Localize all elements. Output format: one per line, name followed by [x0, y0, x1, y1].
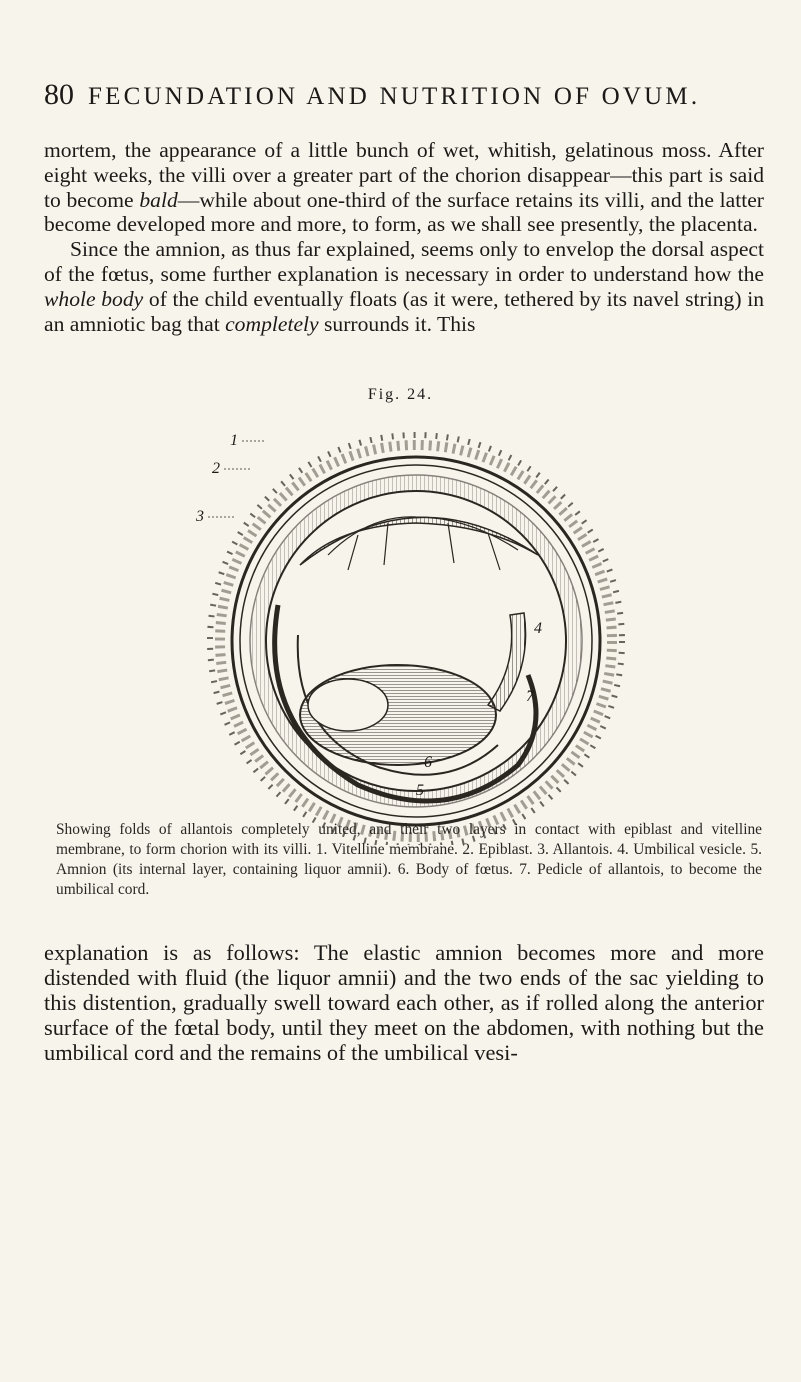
- callout-6: 6: [424, 754, 432, 771]
- paragraph-1: mortem, the appearance of a little bunch of wet, whitish, gelatinous moss. After eight weeks, the villi over a greater part of the chorion disappear—this part is said to become bald—while about one-third of the surface retains its villi, and the latter become developed more and more, to form, as we shall see presently, the placenta.: [44, 138, 764, 237]
- caption-text: Showing folds of allantois completely united, and their two layers in contact with epiblast and vitelline membrane, to form chorion with its villi. 1. Vitelline membrane. 2. Epiblast. 3. Allantois. 4. Umbilical vesicle. 5. Amnion (its internal layer, containing liquor amnii). 6. Body of fœtus. 7. Pedicle of allantois, to become the umbilical cord.: [56, 821, 762, 898]
- callout-1: 1: [230, 432, 238, 449]
- running-title: FECUNDATION AND NUTRITION OF OVUM.: [88, 83, 701, 110]
- callout-4: 4: [534, 620, 542, 637]
- emphasis-bald: bald: [139, 187, 178, 212]
- callout-5: 5: [416, 782, 424, 799]
- paragraph-3: explanation is as follows: The elastic amnion becomes more and more distended with fluid (the liquor amnii) and the two ends of the sac yielding to this distention, gradually swell toward each other, as if rolled along the anterior surface of the fœtal body, until they meet on the abdomen, with nothing but the umbilical cord and the remains of the umbilical vesi-: [44, 940, 764, 1065]
- page-number: 80: [44, 78, 74, 111]
- figure-caption: [56, 820, 762, 900]
- text-block-bottom: [44, 940, 764, 1065]
- callout-2: 2: [212, 460, 220, 477]
- figure-label: Fig. 24.: [367, 386, 434, 403]
- fetus-head: [308, 679, 388, 731]
- figure-24-illustration: [188, 405, 628, 845]
- paragraph-2: Since the amnion, as thus far explained, seems only to envelop the dorsal aspect of the fœtus, some further explanation is necessary in order to understand how the whole body of the child eventually floats (as it were, tethered by its navel string) in an amniotic bag that completely surrounds it. This: [44, 237, 764, 336]
- emphasis-whole-body: whole body: [44, 286, 144, 311]
- emphasis-completely: completely: [225, 311, 319, 336]
- callout-7: 7: [526, 688, 534, 705]
- running-header: [44, 78, 764, 112]
- callout-3: 3: [196, 508, 204, 525]
- text-block-top: [44, 138, 764, 336]
